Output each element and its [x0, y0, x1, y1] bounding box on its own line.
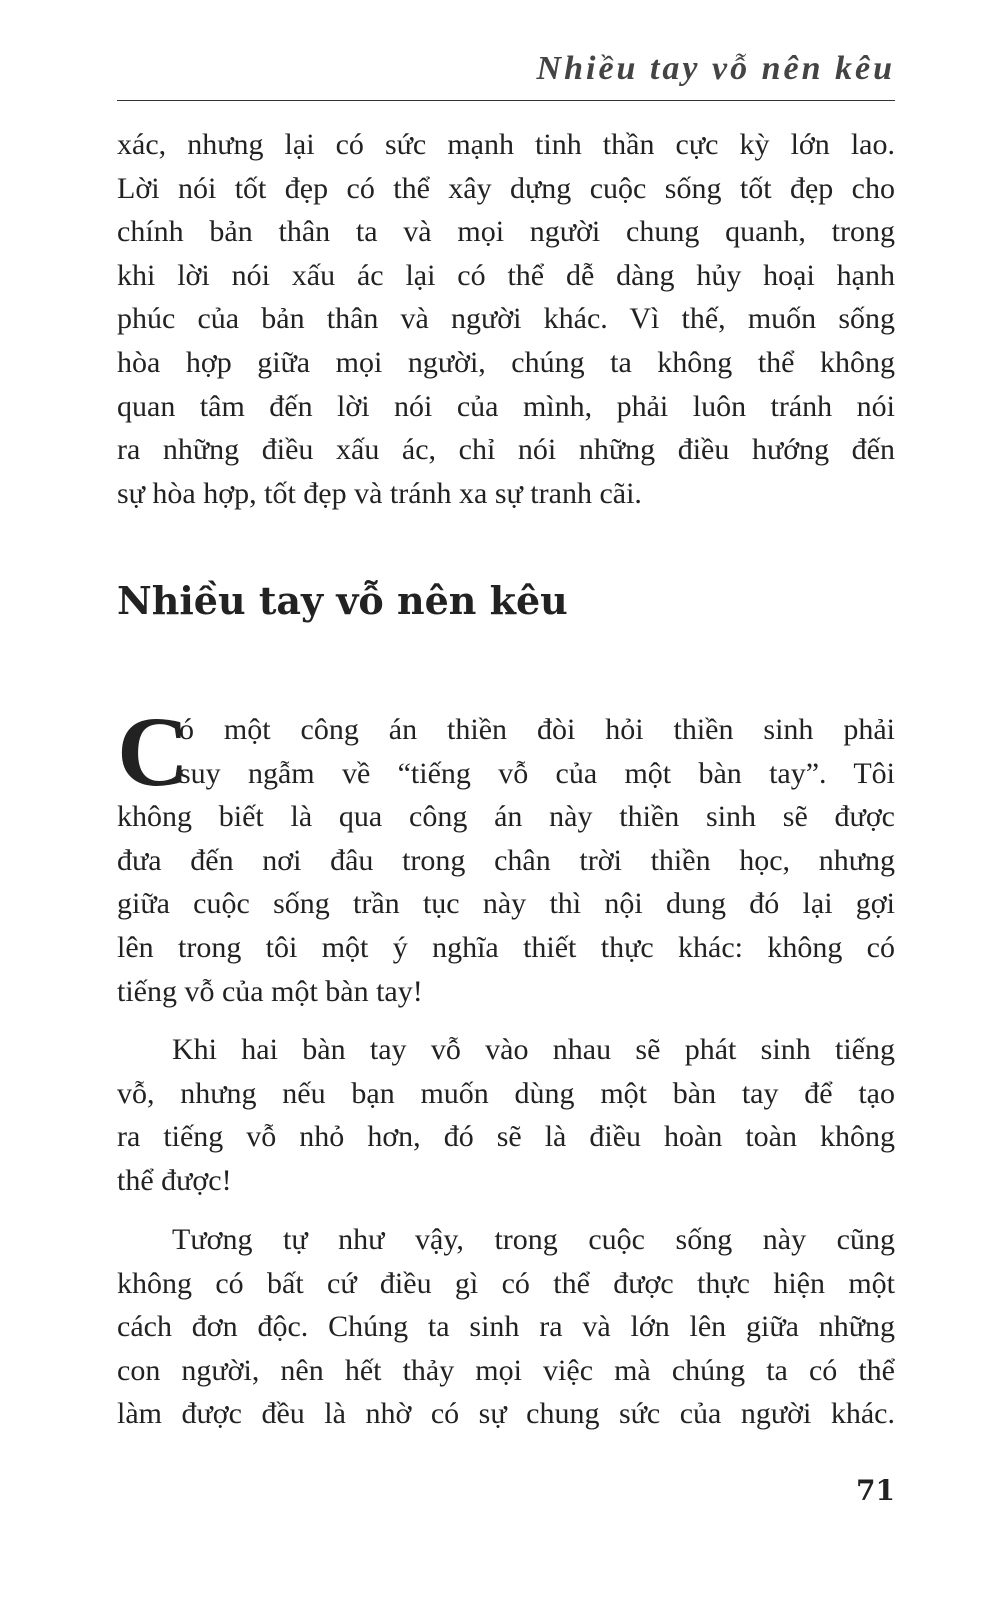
text-line: xác, nhưng lại có sức mạnh tinh thần cực kỳ lớn lao. — [117, 128, 895, 161]
text-line: ra những điều xấu ác, chỉ nói những điều hướng đến — [117, 433, 895, 467]
page-number: 71 — [856, 1474, 895, 1507]
paragraph-2 — [117, 1028, 895, 1202]
text-line: khi lời nói xấu ác lại có thể dễ dàng hủy hoại hạnh — [117, 258, 895, 292]
paragraph-continued — [117, 123, 895, 515]
text-line: lên trong tôi một ý nghĩa thiết thực khác: không có — [117, 930, 895, 964]
text-line: giữa cuộc sống trần tục này thì nội dung đó lại gợi — [117, 887, 895, 921]
text-line: Lời nói tốt đẹp có thể xây dựng cuộc sống tốt đẹp cho — [117, 171, 895, 205]
text-line: đưa đến nơi đâu trong chân trời thiền học, nhưng — [117, 843, 895, 877]
text-line: vỗ, nhưng nếu bạn muốn dùng một bàn tay để tạo — [117, 1076, 895, 1110]
text-line: Tương tự như vậy, trong cuộc sống này cũng — [172, 1223, 895, 1256]
drop-cap: C — [117, 696, 190, 807]
text-line: không biết là qua công án này thiền sinh sẽ được — [117, 800, 895, 834]
paragraph-3 — [117, 1218, 895, 1436]
text-line: chính bản thân ta và mọi người chung quanh, trong — [117, 215, 895, 249]
text-line: ó một công án thiền đòi hỏi thiền sinh phải — [179, 713, 895, 746]
header-rule — [117, 100, 895, 101]
text-line: làm được đều là nhờ có sự chung sức của người khác. — [117, 1397, 895, 1431]
section-heading: Nhiều tay vỗ nên kêu — [117, 578, 568, 623]
text-line: phúc của bản thân và người khác. Vì thế, muốn sống — [117, 302, 895, 336]
text-line: con người, nên hết thảy mọi việc mà chúng ta có thể — [117, 1353, 895, 1387]
running-header: Nhiều tay vỗ nên kêu — [536, 50, 895, 87]
text-line: cách đơn độc. Chúng ta sinh ra và lớn lên giữa những — [117, 1310, 895, 1344]
text-line: không có bất cứ điều gì có thể được thực hiện một — [117, 1266, 895, 1300]
text-line: Khi hai bàn tay vỗ vào nhau sẽ phát sinh tiếng — [172, 1033, 895, 1066]
text-line: thể được! — [117, 1163, 232, 1197]
paragraph-1 — [117, 696, 895, 1013]
text-line: sự hòa hợp, tốt đẹp và tránh xa sự tranh cãi. — [117, 476, 642, 510]
text-line: hòa hợp giữa mọi người, chúng ta không thể không — [117, 345, 895, 379]
text-line: suy ngẫm về “tiếng vỗ của một bàn tay”. Tôi — [179, 756, 895, 790]
text-line: ra tiếng vỗ nhỏ hơn, đó sẽ là điều hoàn toàn không — [117, 1120, 895, 1154]
text-line: tiếng vỗ của một bàn tay! — [117, 974, 423, 1008]
text-line: quan tâm đến lời nói của mình, phải luôn tránh nói — [117, 389, 895, 423]
